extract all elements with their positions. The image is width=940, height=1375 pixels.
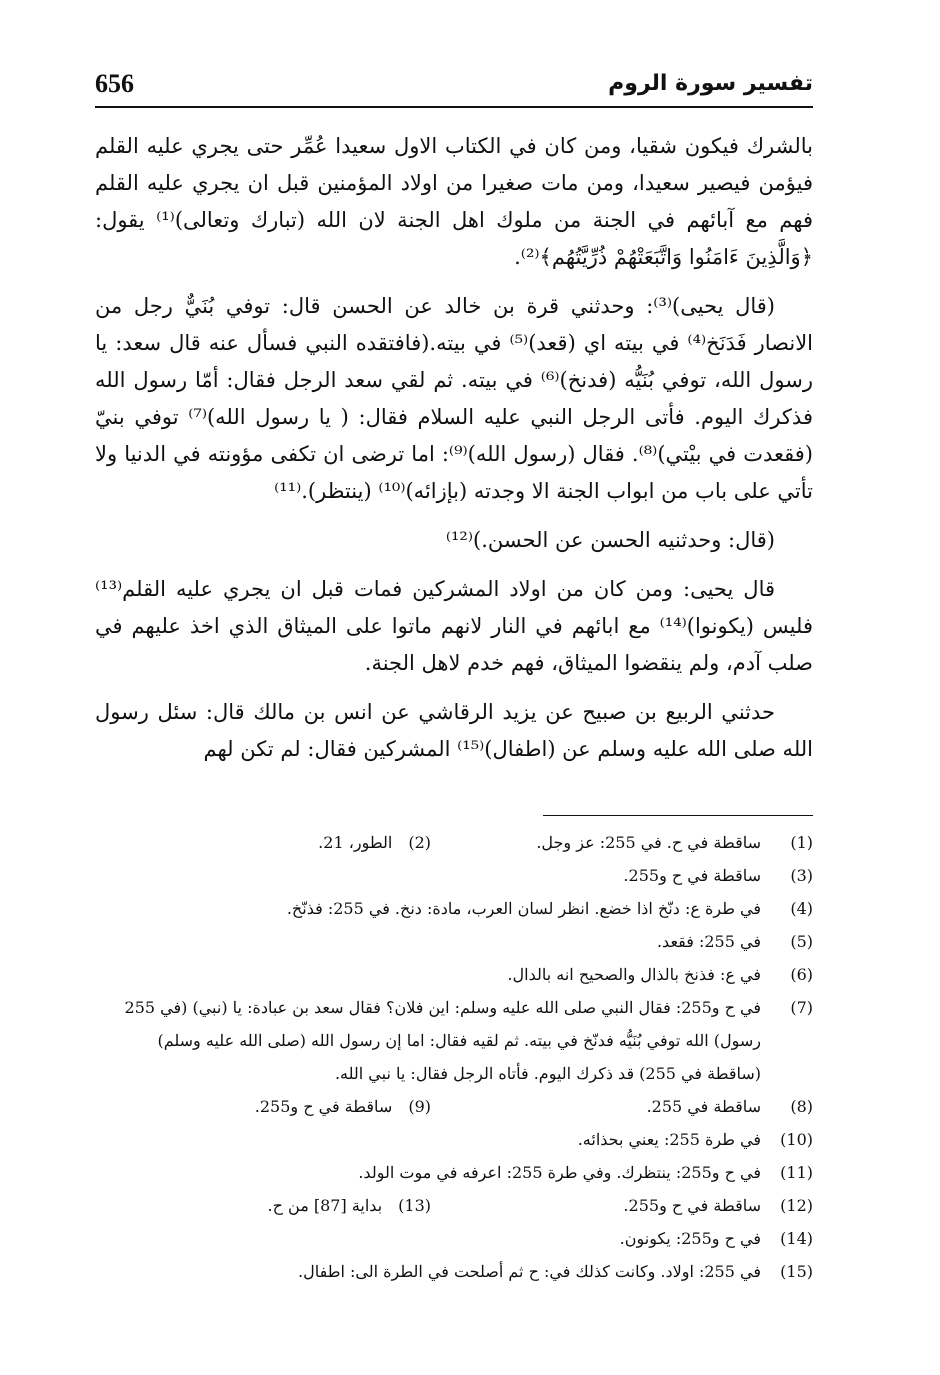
footnote-line — [95, 1189, 813, 1222]
paragraph: بالشرك فيكون شقيا، ومن كان في الكتاب الاول سعيدا عُمِّر حتى يجري عليه القلم فيؤمن فيصير سعيدا، ومن مات صغيرا من اولاد المؤمنين قبل ان يجري عليه القلم فهم مع آبائهم في الجنة من ملوك اهل الجنة لان الله (تبارك وتعالى)⁽¹⁾ يقول: ﴿وَالَّذِينَ ءَامَنُوا وَاتَّبَعَتْهُمْ ذُرِّيَّتُهُم﴾⁽²⁾. — [95, 134, 813, 269]
paragraph: (قال يحيى)⁽³⁾: وحدثني قرة بن خالد عن الحسن قال: توفي بُنَيٌّ رجل من الانصار فَدَنَخ⁽⁴⁾ في بيته اي (قعد)⁽⁵⁾ في بيته.(فافتقده النبي فسأل عنه قال سعد: يا رسول الله، توفي بُنَيُّه (فدنخ)⁽⁶⁾ في بيته. ثم لقي سعد الرجل فقال: أمّا رسول الله فذكرك اليوم. فأتى الرجل النبي عليه السلام فقال: ( يا رسول الله)⁽⁷⁾ توفي بنيّ (فقعدت في بيْتي)⁽⁸⁾. فقال (رسول الله)⁽⁹⁾: اما ترضى ان تكفى مؤونته في الدنيا ولا تأتي على باب من ابواب الجنة الا وجدته (بإزائه)⁽¹⁰⁾ (ينتظر).⁽¹¹⁾ — [95, 294, 814, 503]
footnote-number: (2) — [408, 833, 431, 852]
main-text — [95, 128, 813, 780]
footnote-text: ساقطة في ح و255. — [623, 1196, 761, 1215]
footnote-text: في 255: فقعد. — [656, 932, 761, 951]
footnote-text: ساقطة في ح. في 255: عز وجل. — [536, 833, 761, 852]
paragraph: (قال: وحدثنيه الحسن عن الحسن.)⁽¹²⁾ — [445, 528, 775, 552]
footnote-number: (6) — [790, 965, 813, 984]
footnote-number: (11) — [780, 1163, 813, 1182]
footnote-number: (3) — [790, 866, 813, 885]
footnote-text: في ح و255: ينتظرك. وفي طرة 255: اعرفه في موت الولد. — [358, 1163, 761, 1182]
footnote-number: (12) — [780, 1196, 813, 1215]
footnote-text: ساقطة في ح و255. — [254, 1097, 393, 1116]
footnote-text: بداية [87] من ح. — [267, 1196, 383, 1215]
footnote-text: في 255: اولاد. وكانت كذلك في: ح ثم أصلحت في الطرة الى: اطفال. — [298, 1262, 761, 1281]
page-number: 656 — [95, 69, 134, 98]
footnote-number: (4) — [790, 899, 813, 918]
footnote-line — [95, 925, 813, 958]
footnote-text: الطور، 21. — [318, 833, 393, 852]
running-title: تفسير سورة الروم — [608, 71, 813, 96]
paragraph: قال يحيى: ومن كان من اولاد المشركين فمات قبل ان يجري عليه القلم⁽¹³⁾ فليس (يكونوا)⁽¹⁴⁾ مع ابائهم في النار لانهم ماتوا على الميثاق الذي اخذ عليهم في صلب آدم، ولم ينقضوا الميثاق، فهم خدم لاهل الجنة. — [95, 577, 814, 675]
footnote-text: في طرة 255: يعني بحذائه. — [577, 1130, 761, 1149]
footnote-text: في ح و255: فقال النبي صلى الله عليه وسلم: اين فلان؟ فقال سعد بن عبادة: يا (نبي) (في 255 رسول) الله توفي بُنَيُّه فدنّخ في بيته. ثم لقيه فقال: اما إن رسول الله (صلى الله عليه وسلم) (ساقطة في 255) قد ذكرك اليوم. فأتاه الرجل فقال: يا نبي الله. — [124, 998, 761, 1083]
footnote-number: (10) — [780, 1130, 813, 1149]
footnote-number: (8) — [790, 1097, 813, 1116]
footnote-number: (13) — [398, 1196, 431, 1215]
footnote-line — [95, 991, 813, 1090]
footnote-line — [95, 1255, 813, 1288]
footnote-number: (5) — [790, 932, 813, 951]
footnote-line — [95, 892, 813, 925]
header-rule — [95, 106, 813, 108]
footnote-number: (14) — [780, 1229, 813, 1248]
footnote-text: في طرة ع: دنّخ اذا خضع. انظر لسان العرب، مادة: دنخ. في 255: فذنّخ. — [286, 899, 761, 918]
footnote-rule — [543, 815, 813, 816]
footnote-text: ساقطة في 255. — [646, 1097, 761, 1116]
page-header — [95, 66, 813, 106]
footnote-line — [95, 859, 813, 892]
footnote-text: في ع: فذنخ بالذال والصحيح انه بالدال. — [507, 965, 761, 984]
paragraph: حدثني الربيع بن صبيح عن يزيد الرقاشي عن انس بن مالك قال: سئل رسول الله صلى الله عليه وسلم عن (اطفال)⁽¹⁵⁾ المشركين فقال: لم تكن لهم — [95, 700, 813, 761]
footnote-line — [95, 1222, 813, 1255]
footnotes — [95, 826, 813, 1288]
footnote-line — [95, 1090, 813, 1123]
footnote-line — [95, 958, 813, 991]
footnote-line — [95, 1156, 813, 1189]
footnote-number: (1) — [790, 833, 813, 852]
footnote-text: في ح و255: يكونون. — [619, 1229, 761, 1248]
footnote-number: (9) — [408, 1097, 431, 1116]
footnote-text: ساقطة في ح و255. — [623, 866, 761, 885]
footnote-number: (15) — [780, 1262, 813, 1281]
footnote-line — [95, 1123, 813, 1156]
footnote-line — [95, 826, 813, 859]
footnote-number: (7) — [790, 998, 813, 1017]
